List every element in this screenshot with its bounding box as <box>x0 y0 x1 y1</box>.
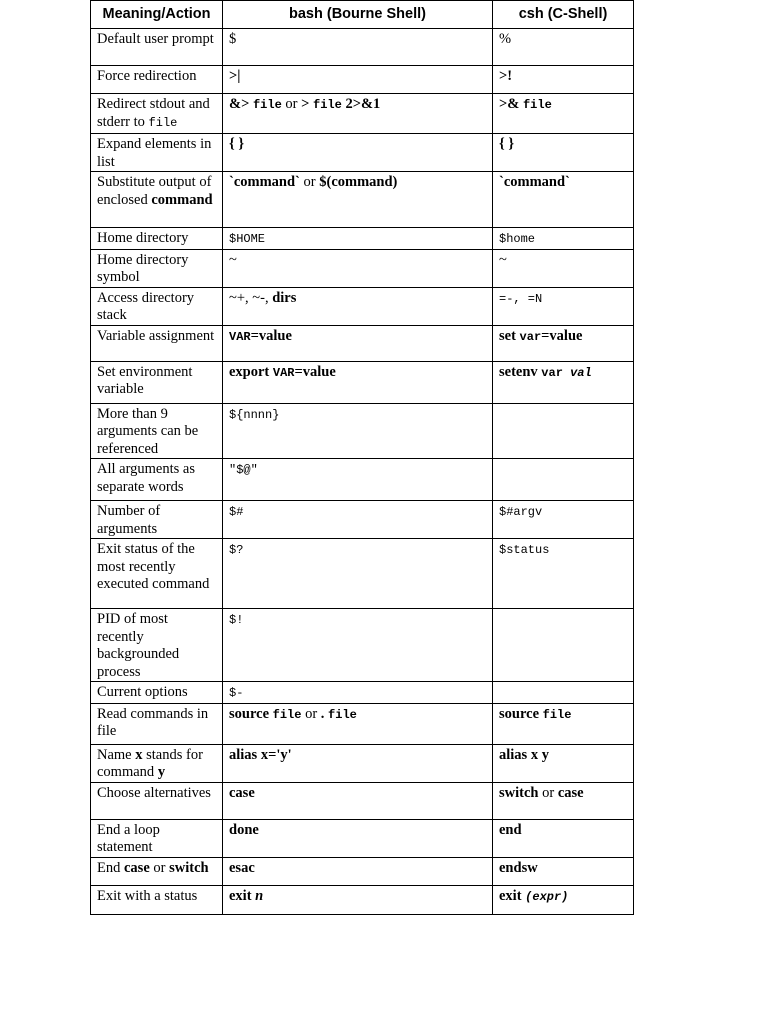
cell-text: End <box>97 859 124 876</box>
cell-text: $(command) <box>319 174 398 190</box>
cell-text: set <box>499 327 520 344</box>
meaning-cell <box>91 172 223 228</box>
cell-text: $HOME <box>229 232 266 246</box>
bash-cell <box>223 403 493 459</box>
bash-cell <box>223 325 493 361</box>
table-row <box>91 249 634 287</box>
meaning-cell <box>91 94 223 134</box>
bash-cell <box>223 29 493 66</box>
cell-text: =value <box>250 327 292 344</box>
bash-cell <box>223 94 493 134</box>
csh-cell <box>493 459 634 501</box>
cell-text: val <box>570 365 592 380</box>
meaning-cell <box>91 287 223 325</box>
cell-text: x <box>135 746 143 763</box>
csh-cell <box>493 819 634 857</box>
cell-text: `command` <box>229 174 300 190</box>
bash-cell <box>223 134 493 172</box>
table-row <box>91 325 634 361</box>
cell-text: VAR <box>229 329 251 344</box>
csh-cell <box>493 287 634 325</box>
cell-text: var <box>519 329 542 344</box>
meaning-cell <box>91 682 223 704</box>
csh-cell <box>493 66 634 94</box>
cell-text: or <box>149 859 170 876</box>
table-row <box>91 228 634 250</box>
cell-text: $- <box>229 686 244 700</box>
cell-text: $status <box>499 543 550 557</box>
bash-cell <box>223 744 493 782</box>
cell-text: case <box>557 784 584 801</box>
cell-text: Substitute output of enclosed <box>97 174 212 208</box>
csh-cell <box>493 325 634 361</box>
cell-text: setenv <box>499 363 542 380</box>
table-row <box>91 782 634 819</box>
cell-text: { } <box>499 136 515 152</box>
header-csh: csh (C-Shell) <box>493 1 634 29</box>
table-row <box>91 703 634 744</box>
cell-text: >& <box>499 96 523 112</box>
cell-text: &> <box>229 96 253 112</box>
cell-text: or <box>301 705 321 722</box>
cell-text: Redirect stdout and stderr to <box>97 96 210 130</box>
table-row <box>91 819 634 857</box>
cell-text: VAR <box>272 365 295 380</box>
csh-cell <box>493 403 634 459</box>
table-row <box>91 501 634 539</box>
cell-text: source <box>499 705 543 722</box>
cell-text: file <box>522 98 552 112</box>
bash-cell <box>223 782 493 819</box>
cell-text: "$@" <box>229 463 258 477</box>
table-row <box>91 94 634 134</box>
table-row <box>91 885 634 914</box>
cell-text: Force redirection <box>97 68 197 84</box>
cell-text: Home directory symbol <box>97 251 189 285</box>
cell-text: Exit with a status <box>97 887 198 904</box>
bash-cell <box>223 172 493 228</box>
meaning-cell <box>91 361 223 403</box>
meaning-cell <box>91 539 223 609</box>
cell-text: var <box>541 365 571 380</box>
cell-text: or <box>299 174 320 190</box>
cell-text: export <box>229 363 273 380</box>
meaning-cell <box>91 501 223 539</box>
cell-text: % <box>499 31 512 47</box>
cell-text: dirs <box>272 289 297 306</box>
cell-text: Access directory stack <box>97 289 195 323</box>
cell-text: file <box>542 707 572 722</box>
bash-cell <box>223 857 493 885</box>
meaning-cell <box>91 29 223 66</box>
csh-cell <box>493 703 634 744</box>
meaning-cell <box>91 885 223 914</box>
table-row <box>91 857 634 885</box>
cell-text: $#argv <box>499 505 543 519</box>
cell-text: All arguments as separate words <box>97 461 195 495</box>
header-meaning: Meaning/Action <box>91 1 223 29</box>
meaning-cell <box>91 249 223 287</box>
cell-text: =-, =N <box>499 291 543 306</box>
meaning-cell <box>91 703 223 744</box>
bash-cell <box>223 682 493 704</box>
cell-text: > <box>301 96 314 112</box>
cell-text: ~ <box>499 251 507 268</box>
bash-cell <box>223 249 493 287</box>
cell-text: Read commands in file <box>97 705 209 739</box>
csh-cell <box>493 782 634 819</box>
meaning-cell <box>91 744 223 782</box>
cell-text: >! <box>499 68 513 84</box>
bash-cell <box>223 287 493 325</box>
csh-cell <box>493 682 634 704</box>
cell-text: . <box>320 705 329 722</box>
csh-cell <box>493 501 634 539</box>
csh-cell <box>493 539 634 609</box>
header-row <box>91 1 634 29</box>
meaning-cell <box>91 857 223 885</box>
cell-text: $# <box>229 505 244 519</box>
csh-cell <box>493 172 634 228</box>
cell-text: $home <box>499 232 536 246</box>
csh-cell <box>493 744 634 782</box>
table-row <box>91 539 634 609</box>
cell-text: `command` <box>499 174 570 190</box>
cell-text: Number of arguments <box>97 503 161 537</box>
table-row <box>91 172 634 228</box>
table-row <box>91 682 634 704</box>
cell-text: esac <box>229 859 255 876</box>
cell-text: Name <box>97 746 136 763</box>
bash-cell <box>223 66 493 94</box>
bash-cell <box>223 539 493 609</box>
table-row <box>91 287 634 325</box>
cell-text: Set environment variable <box>97 363 193 397</box>
cell-text: stands for command <box>97 746 203 780</box>
cell-text: ~+, ~-, <box>229 289 273 306</box>
bash-cell <box>223 501 493 539</box>
csh-cell <box>493 249 634 287</box>
csh-cell <box>493 134 634 172</box>
cell-text: file <box>328 707 357 722</box>
table-row <box>91 134 634 172</box>
table-row <box>91 29 634 66</box>
cell-text: Current options <box>97 684 188 700</box>
meaning-cell <box>91 459 223 501</box>
cell-text: source <box>229 705 273 722</box>
bash-cell <box>223 228 493 250</box>
meaning-cell <box>91 228 223 250</box>
table-row <box>91 361 634 403</box>
cell-text: case <box>229 784 255 801</box>
csh-cell <box>493 29 634 66</box>
cell-text: End a loop statement <box>97 821 160 855</box>
cell-text: Exit status of the most recently executed command <box>97 541 210 592</box>
meaning-cell <box>91 134 223 172</box>
cell-text: end <box>499 821 522 838</box>
bash-cell <box>223 885 493 914</box>
meaning-cell <box>91 325 223 361</box>
cell-text: Default user prompt <box>97 31 214 47</box>
bash-cell <box>223 703 493 744</box>
cell-text: alias x='y' <box>229 746 292 763</box>
table-body <box>91 29 634 915</box>
table-row <box>91 609 634 682</box>
table-row <box>91 66 634 94</box>
cell-text: Expand elements in list <box>97 136 212 170</box>
cell-text: $ <box>229 31 237 47</box>
cell-text: y <box>157 764 166 780</box>
cell-text: >| <box>229 68 241 84</box>
meaning-cell <box>91 403 223 459</box>
cell-text: =value <box>541 327 583 344</box>
cell-text: file <box>313 98 342 112</box>
cell-text: More than 9 arguments can be referenced <box>97 405 199 457</box>
table-row <box>91 459 634 501</box>
table-row <box>91 403 634 459</box>
cell-text: n <box>255 887 264 904</box>
cell-text: file <box>252 98 282 112</box>
shell-comparison-table <box>90 0 634 915</box>
cell-text: { } <box>229 136 245 152</box>
cell-text: Choose alternatives <box>97 784 211 801</box>
cell-text: (expr) <box>525 889 569 904</box>
cell-text: $? <box>229 543 244 557</box>
cell-text: switch <box>169 859 209 876</box>
table-row <box>91 744 634 782</box>
meaning-cell <box>91 609 223 682</box>
bash-cell <box>223 609 493 682</box>
header-bash: bash (Bourne Shell) <box>223 1 493 29</box>
meaning-cell <box>91 782 223 819</box>
cell-text: ~ <box>229 251 237 268</box>
cell-text: switch <box>499 784 539 801</box>
cell-text: or <box>281 96 302 112</box>
cell-text: 2>&1 <box>341 96 381 112</box>
cell-text: PID of most recently backgrounded process <box>97 611 180 680</box>
csh-cell <box>493 94 634 134</box>
cell-text: command <box>151 191 213 208</box>
cell-text: $! <box>229 613 244 627</box>
cell-text: alias x y <box>499 746 549 763</box>
csh-cell <box>493 361 634 403</box>
bash-cell <box>223 459 493 501</box>
csh-cell <box>493 228 634 250</box>
csh-cell <box>493 885 634 914</box>
cell-text: file <box>148 115 178 130</box>
meaning-cell <box>91 819 223 857</box>
cell-text: exit <box>499 887 526 904</box>
cell-text: =value <box>294 363 336 380</box>
csh-cell <box>493 609 634 682</box>
meaning-cell <box>91 66 223 94</box>
cell-text: case <box>123 859 150 876</box>
csh-cell <box>493 857 634 885</box>
bash-cell <box>223 819 493 857</box>
cell-text: Variable assignment <box>97 327 215 344</box>
cell-text: done <box>229 821 259 838</box>
bash-cell <box>223 361 493 403</box>
cell-text: Home directory <box>97 230 189 246</box>
cell-text: endsw <box>499 859 538 876</box>
cell-text: exit <box>229 887 256 904</box>
cell-text: ${nnnn} <box>229 407 280 422</box>
cell-text: file <box>272 707 302 722</box>
cell-text: or <box>538 784 558 801</box>
